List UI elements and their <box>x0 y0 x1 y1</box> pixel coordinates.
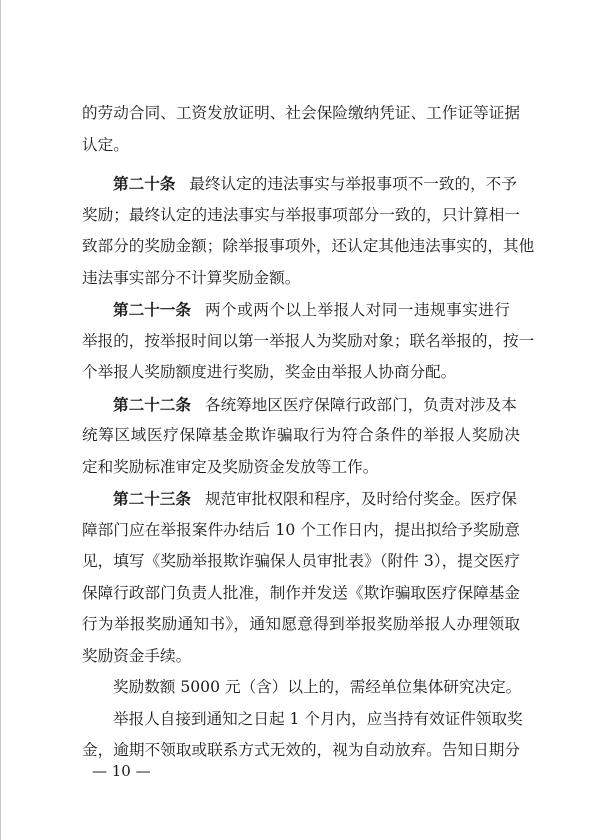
line-text: 各统筹地区医疗保障行政部门，负责对涉及本 <box>204 395 517 414</box>
page-number: — 10 — <box>92 762 151 780</box>
line-text: 统筹区域医疗保障基金欺诈骗取行为符合条件的举报人奖励决 <box>82 426 520 444</box>
article-22-heading-line <box>82 389 520 421</box>
line-text: 个举报人奖励额度进行奖励，奖金由举报人协商分配。 <box>82 363 457 381</box>
line-text: 定和奖励标准审定及奖励资金发放等工作。 <box>82 457 379 476</box>
text-line <box>82 326 535 358</box>
article-20-heading-line <box>82 168 520 200</box>
document-body <box>82 98 535 767</box>
line-text: 奖励资金手续。 <box>82 646 192 665</box>
text-line <box>82 515 520 547</box>
line-text: 致部分的奖励金额；除举报事项外，还认定其他违法事实的，其他 <box>82 237 535 255</box>
line-text: 保障行政部门负责人批准，制作并发送《欺诈骗取医疗保障基金 <box>82 583 520 602</box>
line-text: 举报的，按举报时间以第一举报人为奖励对象；联名举报的，按一 <box>82 331 535 350</box>
line-text: 行为举报奖励通知书》，通知愿意得到举报奖励举报人办理领取 <box>82 615 520 633</box>
text-line <box>82 231 535 263</box>
article-21-heading-line <box>82 294 520 326</box>
text-line <box>82 263 520 295</box>
text-line <box>82 357 520 389</box>
article-23-heading-line <box>82 483 520 515</box>
text-line <box>82 452 520 484</box>
page-edge <box>0 0 1 840</box>
line-text: 两个或两个以上举报人对同一违规事实进行 <box>204 301 510 319</box>
article-number: 第二十三条 <box>113 489 191 508</box>
text-line <box>82 546 520 578</box>
line-text: 举报人自接到通知之日起 1 个月内，应当持有效证件领取奖 <box>113 709 523 728</box>
line-text: 见，填写《奖励举报欺诈骗保人员审批表》（附件 3），提交医疗 <box>82 552 520 570</box>
article-number: 第二十一条 <box>113 300 191 319</box>
line-text: 违法事实部分不计算奖励金额。 <box>82 268 301 287</box>
text-line <box>82 704 523 736</box>
text-line <box>82 420 520 452</box>
article-number: 第二十二条 <box>113 394 191 414</box>
article-number: 第二十条 <box>113 174 176 193</box>
line-text: 奖励；最终认定的违法事实与举报事项部分一致的，只计算相一 <box>82 205 520 224</box>
line-text: 的劳动合同、工资发放证明、社会保险缴纳凭证、工作证等证据 <box>82 104 520 122</box>
line-text: 认定。 <box>82 135 129 154</box>
text-line <box>82 641 520 673</box>
text-line <box>82 609 520 641</box>
line-text: 规范审批权限和程序，及时给付奖金。医疗保 <box>204 490 517 508</box>
line-text: 最终认定的违法事实与举报事项不一致的，不予 <box>189 175 517 193</box>
text-line <box>82 672 520 704</box>
text-line <box>82 130 520 162</box>
text-line <box>82 98 520 130</box>
line-text: 奖励数额 5000 元（含）以上的，需经单位集体研究决定。 <box>113 678 522 696</box>
text-line <box>82 200 520 232</box>
line-text: 障部门应在举报案件办结后 10 个工作日内，提出拟给予奖励意 <box>82 520 520 539</box>
text-line <box>82 578 520 610</box>
line-text: 金，逾期不领取或联系方式无效的，视为自动放弃。告知日期分 <box>82 741 520 759</box>
